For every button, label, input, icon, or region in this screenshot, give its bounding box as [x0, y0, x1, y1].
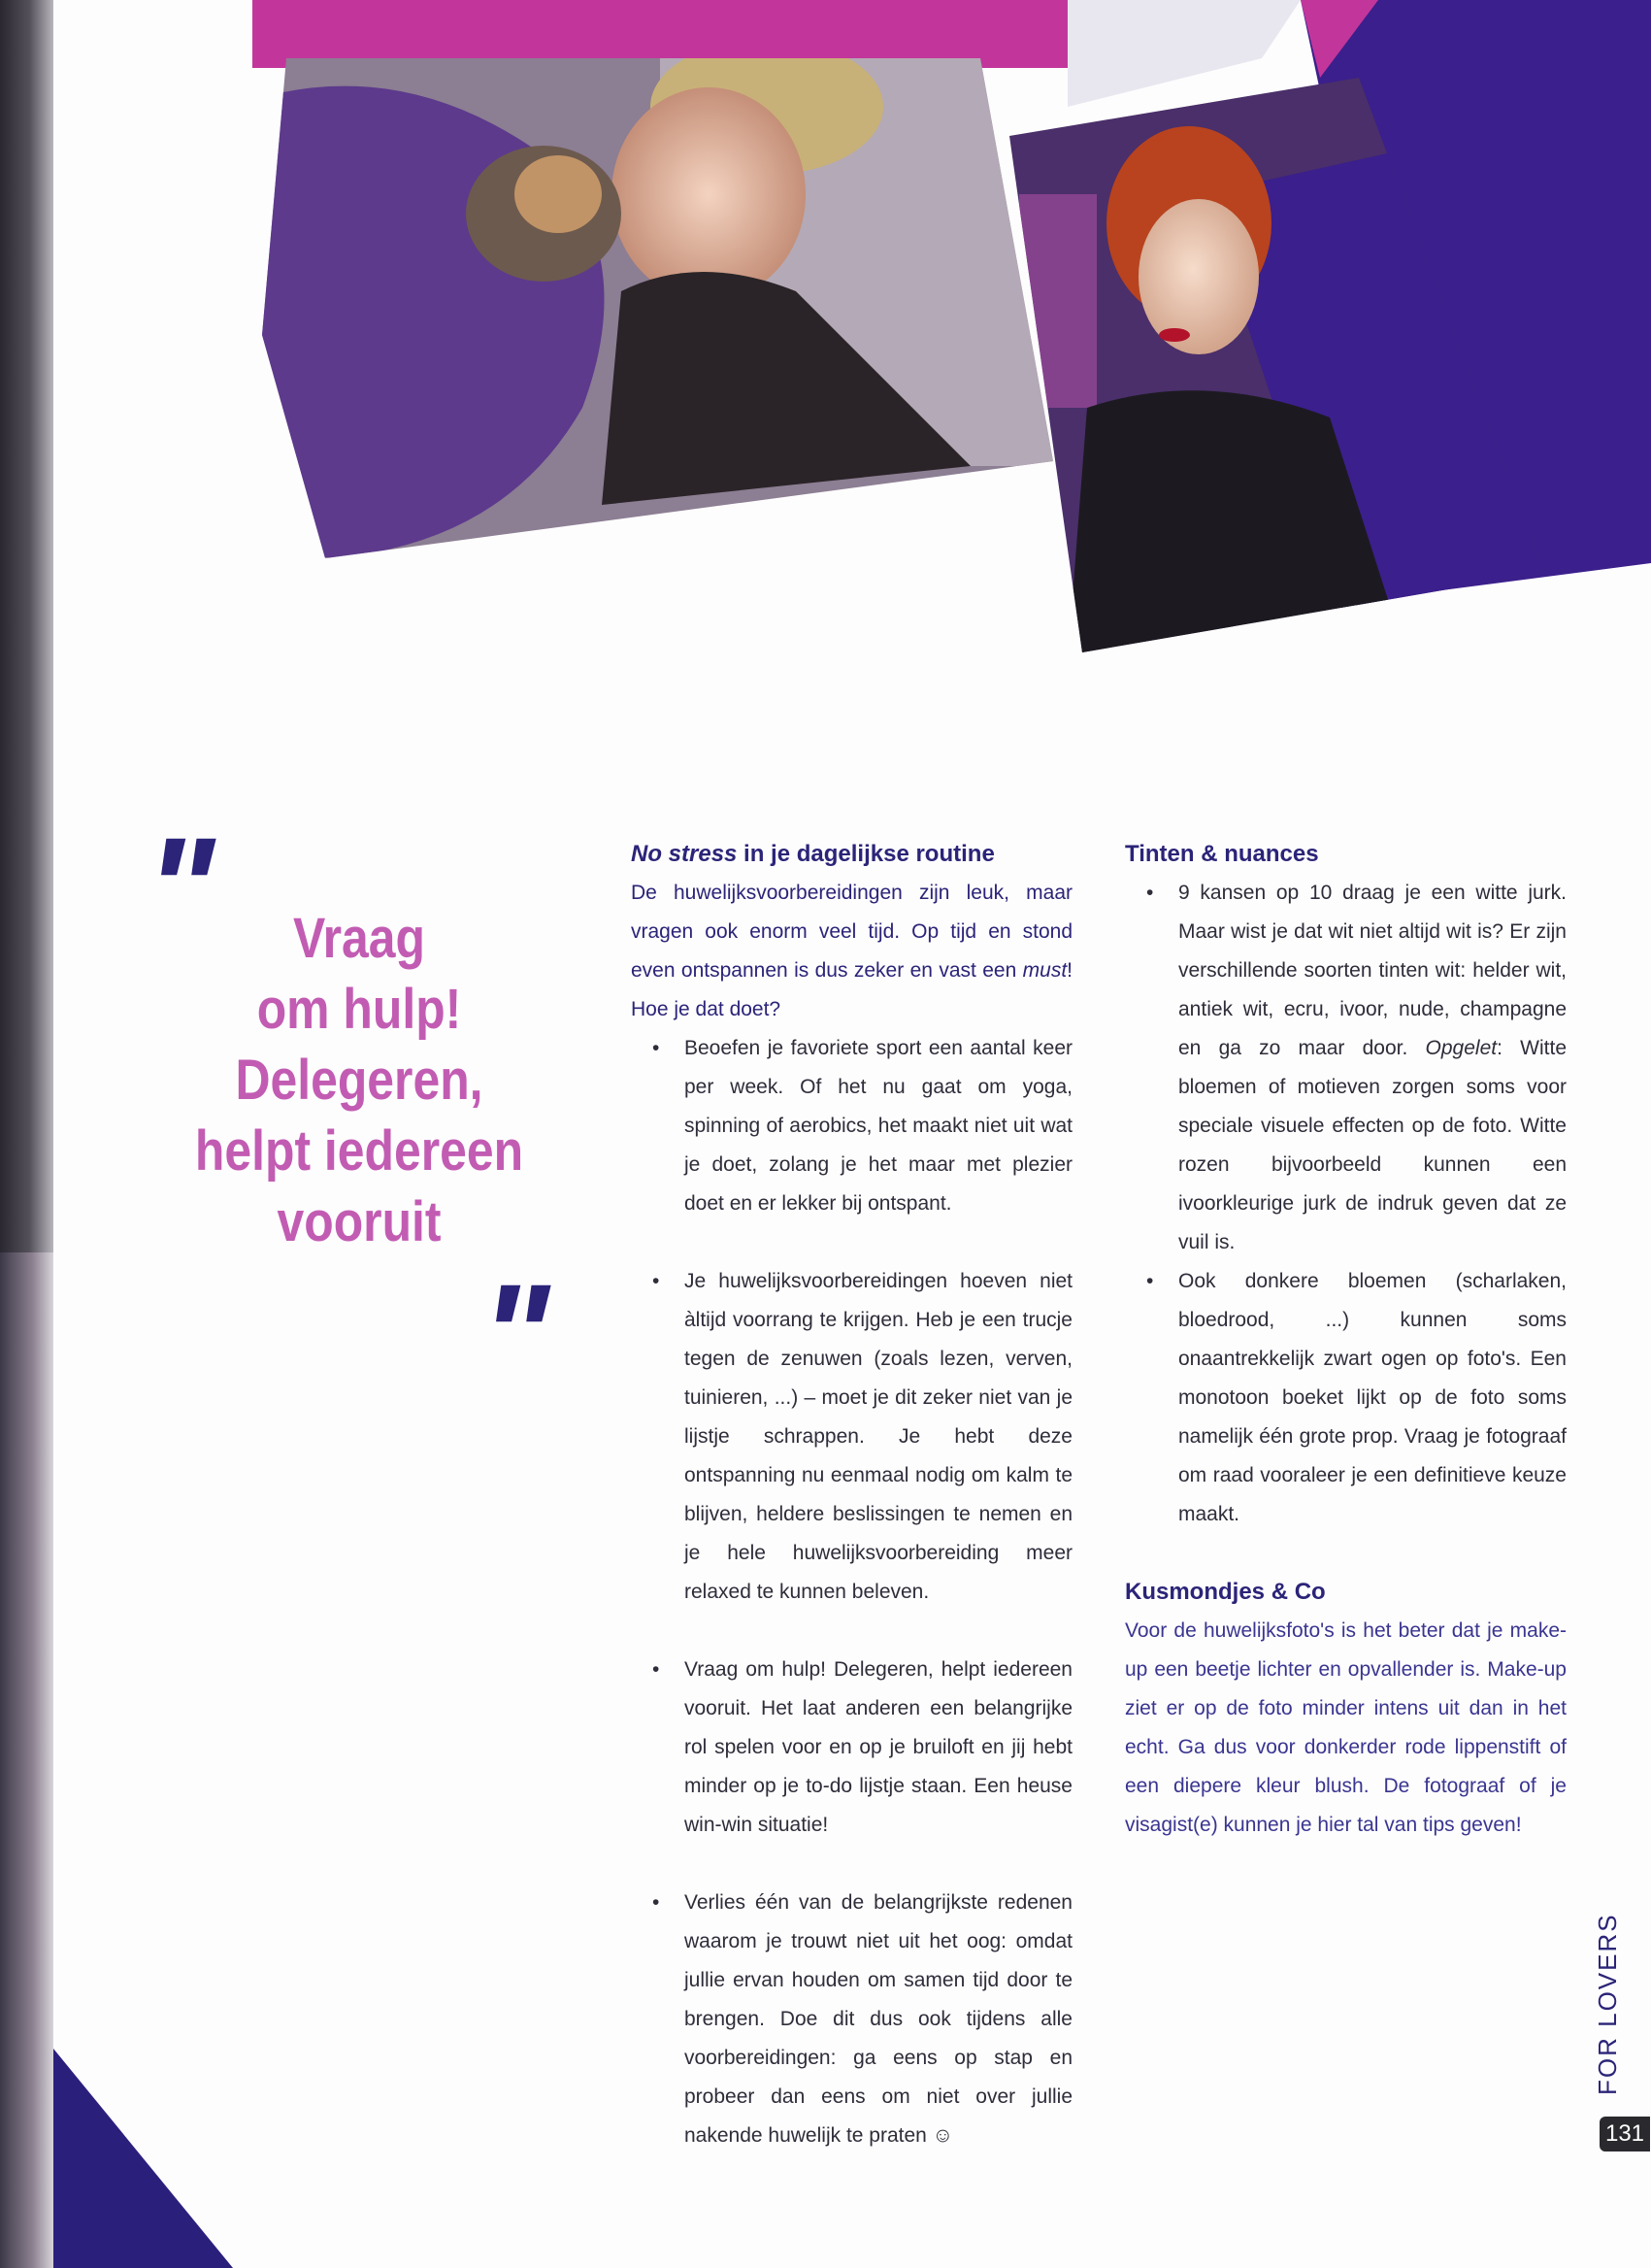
list-item-text-end: : Witte bloemen of motieven zorgen soms voor speciale visuele effecten op de foto. Witte rozen bijvoorbeeld kunnen een ivoorkleurige jurk de indruk geven dat ze vuil is.	[1178, 1037, 1567, 1253]
tips-list	[631, 1029, 1073, 2155]
pull-quote-line: Vraag	[293, 907, 425, 970]
intro-emphasis: must	[1022, 959, 1068, 982]
tinten-list	[1125, 874, 1567, 1534]
intro-text-end: ! Hoe je dat doet?	[631, 959, 1073, 1020]
section-label: FOR LOVERS	[1593, 1913, 1622, 2095]
article-column-right	[1125, 835, 1567, 1845]
intro-text: De huwelijksvoorbereidingen zijn leuk, maar vragen ook enorm veel tijd. Op tijd en stond even ontspannen is dus zeker en vast een	[631, 882, 1073, 982]
list-item: • Verlies één van de belangrijkste redenen waarom je trouwt niet uit het oog: omdat jullie ervan houden om samen tijd door te brengen. Doe dit dus ook tijdens alle voorbereidingen: ga eens op stap en probeer dan eens om niet over jullie nakende huwelijk te praten ☺	[631, 1884, 1073, 2155]
list-item-emphasis: Opgelet	[1425, 1037, 1498, 1059]
section-heading-tinten: Tinten & nuances	[1125, 841, 1319, 867]
pull-quote-line: helpt iedereen	[194, 1119, 524, 1183]
list-item: • Vraag om hulp! Delegeren, helpt iedereen vooruit. Het laat anderen een belangrijke rol spelen voor en op je bruiloft en jij hebt minder op je to-do lijstje staan. Een heuse win-win situatie!	[631, 1651, 1073, 1845]
list-item: • Beoefen je favoriete sport een aantal keer per week. Of het nu gaat om yoga, spinning of aerobics, het maakt niet uit wat je doet, zolang je het maar met plezier doet en er lekker bij ontspant.	[631, 1029, 1073, 1223]
quote-close-mark: "	[480, 1253, 550, 1417]
heading-rest: in je dagelijkse routine	[737, 841, 995, 867]
list-item	[1125, 874, 1567, 1262]
page-number: 131	[1600, 2117, 1650, 2151]
list-item: • Je huwelijksvoorbereidingen hoeven niet àltijd voorrang te krijgen. Heb je een trucje tegen de zenuwen (zoals lezen, verven, tuinieren, ...) – moet je dit zeker niet van je lijstje schrappen. Je hebt deze ontspanning nu eenmaal nodig om kalm te blijven, heldere beslissingen te nemen en je hele huwelijksvoorbereiding meer relaxed te kunnen beleven.	[631, 1262, 1073, 1612]
pull-quote	[176, 903, 543, 1257]
section-heading-kusmondjes: Kusmondjes & Co	[1125, 1579, 1326, 1605]
article-column-middle	[631, 835, 1073, 2194]
heading-emphasis: No stress	[631, 841, 738, 867]
list-item-text: 9 kansen op 10 draag je een witte jurk. Maar wist je dat wit niet altijd wit is? Er zijn verschillende soorten tinten wit: helder wit, antiek wit, ecru, ivoor, nude, champagne en ga zo maar door.	[1178, 882, 1567, 1059]
kusmondjes-body: Voor de huwelijksfoto's is het beter dat je make-up een beetje lichter en opvallender is. Make-up ziet er op de foto minder intens uit dan in het echt. Ga dus voor donkerder rode lippenstift of een diepere kleur blush. De fotograaf of je visagist(e) kunnen je hier tal van tips geven!	[1125, 1619, 1567, 1836]
section-intro	[631, 874, 1073, 1029]
list-item: • Ook donkere bloemen (scharlaken, bloedrood, ...) kunnen soms onaantrekkelijk zwart ogen op foto's. Een monotoon boeket lijkt op de foto soms namelijk één grote prop. Vraag je fotograaf om raad vooraleer je een definitieve keuze maakt.	[1125, 1262, 1567, 1534]
section-heading-no-stress	[631, 835, 1073, 874]
pull-quote-line: vooruit	[277, 1190, 442, 1253]
pull-quote-line: Delegeren,	[235, 1049, 483, 1112]
pull-quote-line: om hulp!	[256, 978, 462, 1041]
quote-open-mark: "	[146, 807, 215, 970]
